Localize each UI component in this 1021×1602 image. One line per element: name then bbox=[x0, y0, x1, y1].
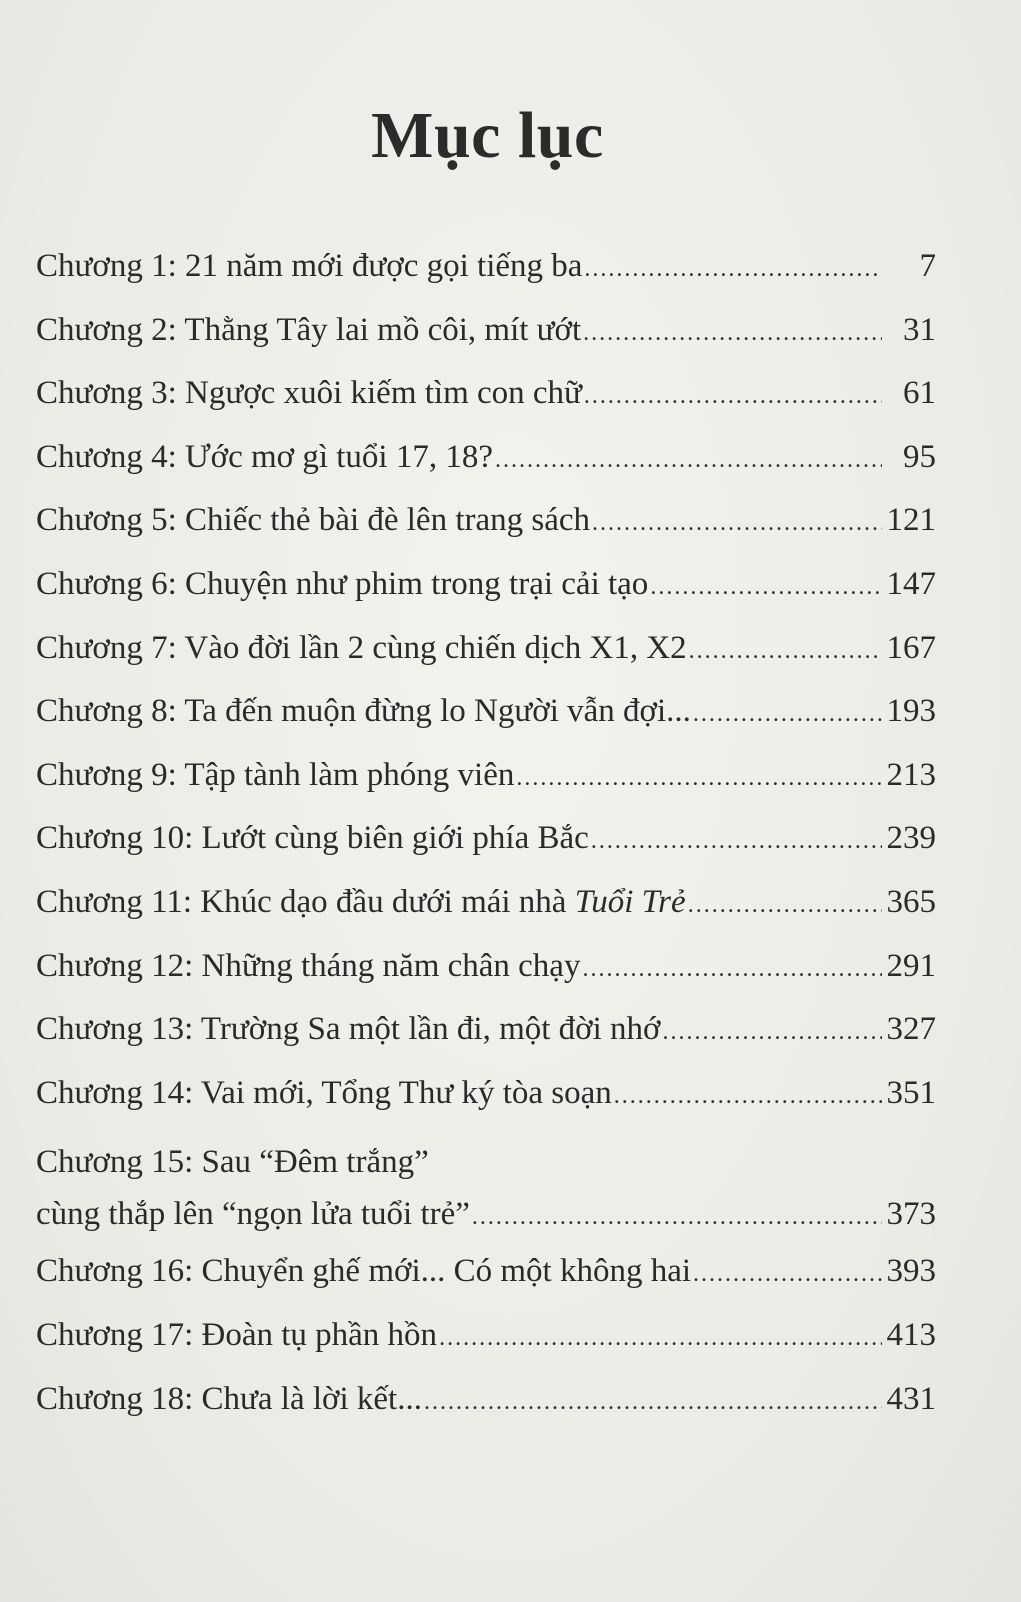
toc-entry-page: 147 bbox=[886, 565, 936, 602]
toc-entry-label bbox=[36, 882, 686, 922]
toc-entry-page: 61 bbox=[903, 375, 936, 412]
toc-entry-page: 431 bbox=[886, 1380, 936, 1417]
toc-entry-6 bbox=[36, 564, 936, 628]
toc-entry-page: 365 bbox=[886, 883, 936, 920]
toc-entry-14 bbox=[36, 1073, 936, 1137]
dot-leader bbox=[516, 758, 882, 798]
toc-entry-2 bbox=[36, 310, 936, 374]
dot-leader bbox=[439, 1318, 882, 1358]
toc-entry-page: 239 bbox=[886, 820, 936, 857]
toc-entry-5 bbox=[36, 500, 936, 564]
toc-entry-4 bbox=[36, 437, 936, 501]
dot-leader bbox=[592, 503, 882, 543]
toc-entry-label: Chương 4: Ước mơ gì tuổi 17, 18? bbox=[36, 438, 493, 475]
toc-entry-3 bbox=[36, 373, 936, 437]
toc-entry-15 bbox=[36, 1136, 936, 1251]
toc-entry-18 bbox=[36, 1379, 936, 1443]
toc-entry-page: 413 bbox=[886, 1316, 936, 1353]
dot-leader bbox=[650, 567, 882, 607]
dot-leader bbox=[693, 1254, 882, 1294]
table-of-contents bbox=[36, 246, 936, 1442]
toc-entry-page: 95 bbox=[903, 438, 936, 475]
dot-leader bbox=[584, 249, 882, 289]
toc-entry-page: 213 bbox=[886, 756, 936, 793]
toc-entry-10 bbox=[36, 818, 936, 882]
toc-entry-11 bbox=[36, 882, 936, 946]
dot-leader bbox=[582, 949, 882, 989]
toc-entry-page: 291 bbox=[886, 947, 936, 984]
toc-entry-label: Chương 8: Ta đến muộn đừng lo Người vẫn đợi... bbox=[36, 693, 691, 730]
toc-entry-page: 121 bbox=[886, 502, 936, 539]
toc-entry-label: Chương 6: Chuyện như phim trong trại cải tạo bbox=[36, 565, 649, 602]
dot-leader bbox=[495, 440, 882, 480]
toc-entry-page: 7 bbox=[919, 248, 936, 284]
toc-entry-label-continued: cùng thắp lên “ngọn lửa tuổi trẻ” bbox=[36, 1196, 470, 1233]
toc-entry-label: Chương 16: Chuyển ghế mới... Có một không hai bbox=[36, 1253, 692, 1290]
page-title: Mục lục bbox=[371, 99, 604, 172]
toc-entry-page: 31 bbox=[903, 311, 936, 348]
toc-entry-page: 373 bbox=[886, 1196, 936, 1233]
toc-entry-16 bbox=[36, 1251, 936, 1315]
toc-entry-line2 bbox=[36, 1194, 936, 1237]
dot-leader bbox=[472, 1197, 882, 1237]
toc-entry-12 bbox=[36, 946, 936, 1010]
toc-entry-label: Chương 12: Những tháng năm chân chạy bbox=[36, 947, 581, 984]
toc-entry-page: 193 bbox=[886, 693, 936, 730]
toc-entry-page: 351 bbox=[886, 1074, 936, 1111]
toc-entry-label: Chương 13: Trường Sa một lần đi, một đời nhớ bbox=[36, 1011, 661, 1048]
toc-entry-label: Chương 14: Vai mới, Tổng Thư ký tòa soạn bbox=[36, 1074, 612, 1111]
toc-entry-7 bbox=[36, 628, 936, 692]
toc-entry-label: Chương 18: Chưa là lời kết... bbox=[36, 1380, 422, 1417]
toc-entry-label: Chương 15: Sau “Đêm trắng” bbox=[36, 1144, 429, 1181]
toc-entry-17 bbox=[36, 1315, 936, 1379]
toc-entry-9 bbox=[36, 755, 936, 819]
toc-entry-label: Chương 3: Ngược xuôi kiếm tìm con chữ bbox=[36, 375, 582, 412]
dot-leader bbox=[689, 631, 882, 671]
toc-entry-label: Chương 7: Vào đời lần 2 cùng chiến dịch X1, X2 bbox=[36, 629, 687, 666]
toc-entry-label: Chương 17: Đoàn tụ phần hồn bbox=[36, 1316, 438, 1353]
toc-entry-label-italic: Tuổi Trẻ bbox=[574, 883, 686, 920]
dot-leader bbox=[662, 1012, 882, 1052]
toc-entry-13 bbox=[36, 1009, 936, 1073]
dot-leader bbox=[424, 1382, 882, 1422]
toc-entry-page: 393 bbox=[886, 1253, 936, 1290]
toc-entry-label: Chương 1: 21 năm mới được gọi tiếng ba bbox=[36, 248, 583, 284]
dot-leader bbox=[591, 821, 882, 861]
toc-entry-label-text: Chương 11: Khúc dạo đầu dưới mái nhà bbox=[36, 883, 575, 920]
dot-leader bbox=[584, 376, 882, 416]
toc-entry-page: 167 bbox=[886, 629, 936, 666]
dot-leader bbox=[688, 885, 882, 925]
toc-entry-label: Chương 9: Tập tành làm phóng viên bbox=[36, 756, 515, 793]
toc-entry-label: Chương 5: Chiếc thẻ bài đè lên trang sách bbox=[36, 502, 591, 539]
toc-entry-page: 327 bbox=[886, 1011, 936, 1048]
toc-entry-1 bbox=[36, 246, 936, 310]
toc-entry-8 bbox=[36, 691, 936, 755]
toc-entry-label: Chương 10: Lướt cùng biên giới phía Bắc bbox=[36, 820, 589, 857]
dot-leader bbox=[693, 694, 882, 734]
toc-entry-label: Chương 2: Thằng Tây lai mồ côi, mít ướt bbox=[36, 311, 582, 348]
dot-leader bbox=[614, 1076, 882, 1116]
dot-leader bbox=[583, 313, 882, 353]
